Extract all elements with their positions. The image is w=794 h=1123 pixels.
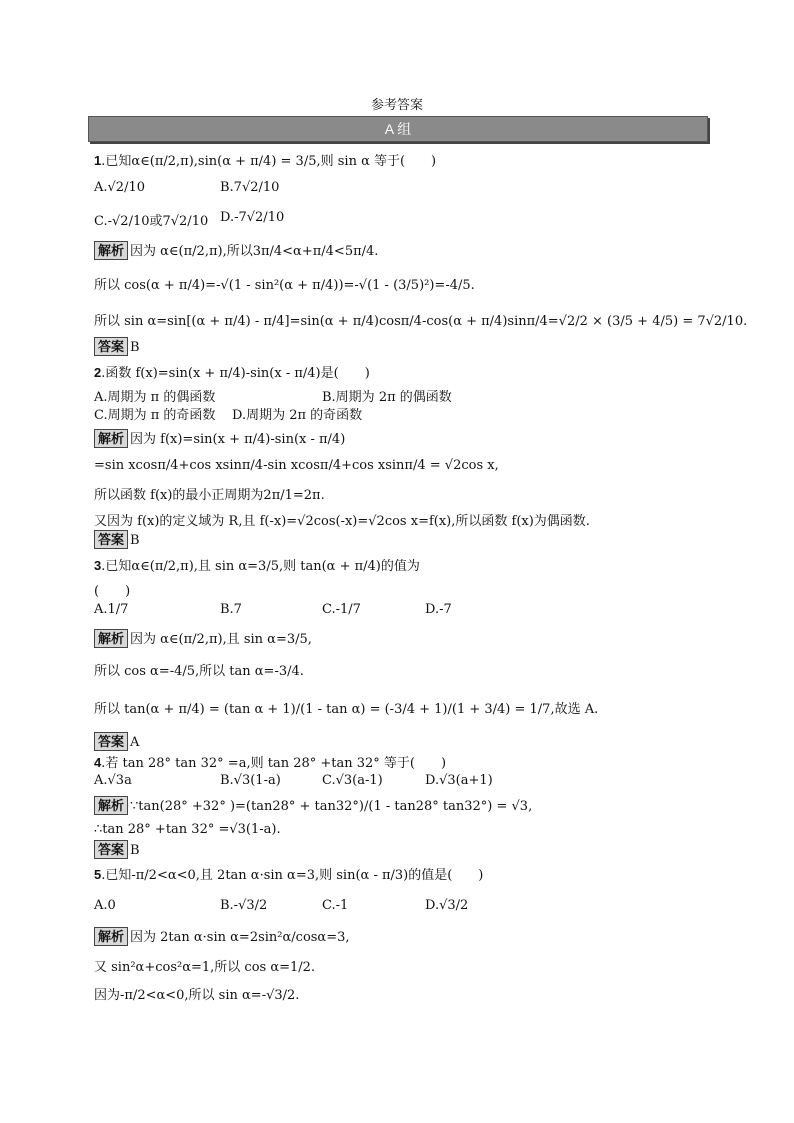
analysis-line (94, 628, 312, 648)
question-stem: .已知α∈(π/2,π),sin(α + π/4) = 3/5,则 sin α 等于( ) (101, 154, 437, 169)
analysis-tag: 解析 (94, 629, 128, 648)
analysis-text: 因为 α∈(π/2,π),且 sin α=3/5, (130, 632, 312, 647)
analysis-line: 所以函数 f(x)的最小正周期为2π/1=2π. (94, 488, 325, 503)
option-a: A.√2/10 (94, 180, 145, 195)
answer-value: B (130, 843, 140, 858)
question-3 (94, 555, 420, 574)
analysis-tag: 解析 (94, 796, 128, 815)
option-c: C.-√2/10或7√2/10 (94, 214, 209, 229)
question-stem: .若 tan 28° tan 32° =a,则 tan 28° +tan 32° 等于( ) (101, 756, 447, 771)
analysis-line: 因为-π/2<α<0,所以 sin α=-√3/2. (94, 988, 300, 1003)
option-a: A.周期为 π 的偶函数 (94, 390, 216, 405)
analysis-line (94, 240, 378, 260)
question-number: 1 (94, 153, 102, 168)
question-4 (94, 752, 446, 771)
answer-line (94, 337, 140, 356)
option-c: C.周期为 π 的奇函数 (94, 408, 216, 423)
option-b: B.√3(1-a) (220, 773, 281, 788)
question-1 (94, 150, 436, 169)
option-a: A.0 (94, 898, 116, 913)
answer-tag: 答案 (94, 840, 128, 859)
question-stem: .已知-π/2<α<0,且 2tan α·sin α=3,则 sin(α - π/3)的值是( ) (101, 868, 484, 883)
option-b: B.周期为 2π 的偶函数 (322, 390, 452, 405)
option-c: C.√3(a-1) (322, 773, 383, 788)
option-a: A.√3a (94, 773, 132, 788)
analysis-line: 所以 tan(α + π/4) = (tan α + 1)/(1 - tan α) = (-3/4 + 1)/(1 + 3/4) = 1/7,故选 A. (94, 702, 599, 717)
option-b: B.-√3/2 (220, 898, 268, 913)
question-number: 5 (94, 867, 102, 882)
question-2 (94, 362, 370, 381)
analysis-line: 又因为 f(x)的定义域为 R,且 f(-x)=√2cos(-x)=√2cos x=f(x),所以函数 f(x)为偶函数. (94, 514, 590, 529)
analysis-line: ∴tan 28° +tan 32° =√3(1-a). (94, 822, 281, 837)
answer-value: B (130, 340, 140, 355)
option-b: B.7√2/10 (220, 180, 280, 195)
analysis-line (94, 796, 532, 815)
option-d: D.-7 (425, 602, 452, 617)
analysis-text: 因为 2tan α·sin α=2sin²α/cosα=3, (130, 930, 350, 945)
option-a: A.1/7 (94, 602, 129, 617)
question-paren: ( ) (94, 584, 131, 599)
option-d: D.√3(a+1) (425, 773, 493, 788)
option-d: D.周期为 2π 的奇函数 (232, 408, 363, 423)
analysis-line: 又 sin²α+cos²α=1,所以 cos α=1/2. (94, 960, 316, 975)
question-number: 3 (94, 558, 102, 573)
question-stem: .函数 f(x)=sin(x + π/4)-sin(x - π/4)是( ) (101, 366, 370, 381)
question-stem: .已知α∈(π/2,π),且 sin α=3/5,则 tan(α + π/4)的值为 (101, 559, 420, 574)
answer-tag: 答案 (94, 530, 128, 549)
analysis-tag: 解析 (94, 927, 128, 946)
answer-line (94, 732, 139, 751)
analysis-line: 所以 cos α=-4/5,所以 tan α=-3/4. (94, 664, 304, 679)
answer-value: B (130, 533, 140, 548)
answer-line (94, 840, 140, 859)
question-number: 4 (94, 755, 102, 770)
group-header: A 组 (88, 116, 708, 142)
analysis-text: ∵tan(28° +32° )=(tan28° + tan32°)/(1 - tan28° tan32°) = √3, (130, 799, 533, 814)
page-title: 参考答案 (370, 97, 423, 112)
analysis-line: 所以 sin α=sin[(α + π/4) - π/4]=sin(α + π/4)cosπ/4-cos(α + π/4)sinπ/4=√2/2 × (3/5 + 4/5) = 7√2/10. (94, 314, 748, 329)
option-d: D.-7√2/10 (220, 210, 285, 225)
question-number: 2 (94, 365, 102, 380)
analysis-tag: 解析 (94, 429, 128, 448)
answer-tag: 答案 (94, 337, 128, 356)
option-d: D.√3/2 (425, 898, 469, 913)
option-b: B.7 (220, 602, 242, 617)
analysis-line: =sin xcosπ/4+cos xsinπ/4-sin xcosπ/4+cos xsinπ/4 = √2cos x, (94, 458, 499, 473)
analysis-tag: 解析 (94, 241, 128, 260)
analysis-line (94, 428, 345, 448)
answer-value: A (130, 735, 140, 750)
option-c: C.-1/7 (322, 602, 361, 617)
analysis-line (94, 926, 350, 946)
answer-tag: 答案 (94, 732, 128, 751)
analysis-line: 所以 cos(α + π/4)=-√(1 - sin²(α + π/4))=-√(1 - (3/5)²)=-4/5. (94, 278, 475, 293)
question-5 (94, 864, 483, 883)
answer-line (94, 530, 140, 549)
analysis-text: 因为 α∈(π/2,π),所以3π/4<α+π/4<5π/4. (130, 244, 379, 259)
analysis-text: 因为 f(x)=sin(x + π/4)-sin(x - π/4) (130, 432, 346, 447)
option-c: C.-1 (322, 898, 349, 913)
